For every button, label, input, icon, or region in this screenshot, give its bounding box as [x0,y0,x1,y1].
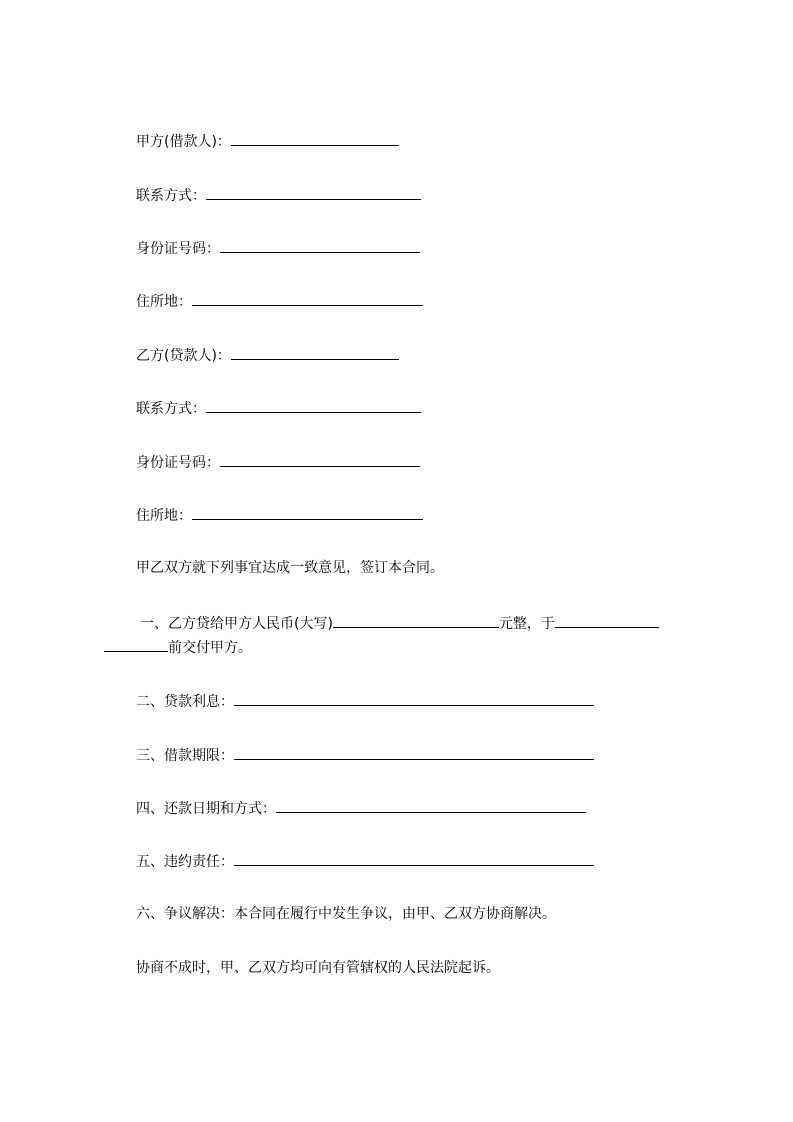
label: 三、借款期限： [136,748,234,764]
party-a-name-field[interactable] [231,131,399,146]
clause-6b-text: 协商不成时，甲、乙双方均可向有管辖权的人民法院起诉。 [136,960,500,976]
clause-5-line [136,851,594,871]
party-b-name-field[interactable] [231,345,399,360]
label: 联系方式： [136,401,206,417]
label: 住所地： [136,508,192,524]
interest-field[interactable] [234,691,594,706]
party-b-address-line [136,505,423,525]
party-b-contact-line [136,398,421,418]
party-a-name-line [136,131,399,151]
clause-4-line [136,798,586,818]
party-a-id-field[interactable] [220,238,420,253]
clause-6-text: 六、争议解决：本合同在履行中发生争议，由甲、乙双方协商解决。 [136,906,556,922]
clause-3-line [136,745,594,765]
repayment-field[interactable] [276,798,586,813]
label: 五、违约责任： [136,854,234,870]
label: 住所地： [136,294,192,310]
party-b-address-field[interactable] [192,505,423,520]
clause-1-line [140,613,659,633]
clause-text: 前交付甲方。 [168,640,252,656]
clause-1-line-2 [104,637,252,657]
party-b-name-line [136,345,399,365]
delivery-date-field[interactable] [555,613,659,628]
label: 二、贷款利息： [136,694,234,710]
label: 身份证号码： [136,241,220,257]
label: 联系方式： [136,188,206,204]
party-b-id-line [136,452,420,472]
liability-field[interactable] [234,851,594,866]
party-b-id-field[interactable] [220,452,420,467]
label: 身份证号码： [136,455,220,471]
party-a-address-line [136,291,423,311]
party-a-contact-line [136,185,421,205]
intro-text: 甲乙双方就下列事宜达成一致意见，签订本合同。 [136,560,444,576]
label: 甲方(借款人)： [136,134,231,150]
party-a-id-line [136,238,420,258]
clause-2-line [136,691,594,711]
label: 四、还款日期和方式： [136,801,276,817]
loan-amount-field[interactable] [333,613,499,628]
party-b-contact-field[interactable] [206,398,421,413]
delivery-date-field-cont[interactable] [104,637,168,652]
clause-text: 一、乙方贷给甲方人民币(大写) [140,616,333,632]
term-field[interactable] [234,745,594,760]
label: 乙方(贷款人)： [136,348,231,364]
clause-text: 元整，于 [498,616,555,632]
party-a-address-field[interactable] [192,291,423,306]
party-a-contact-field[interactable] [206,185,421,200]
